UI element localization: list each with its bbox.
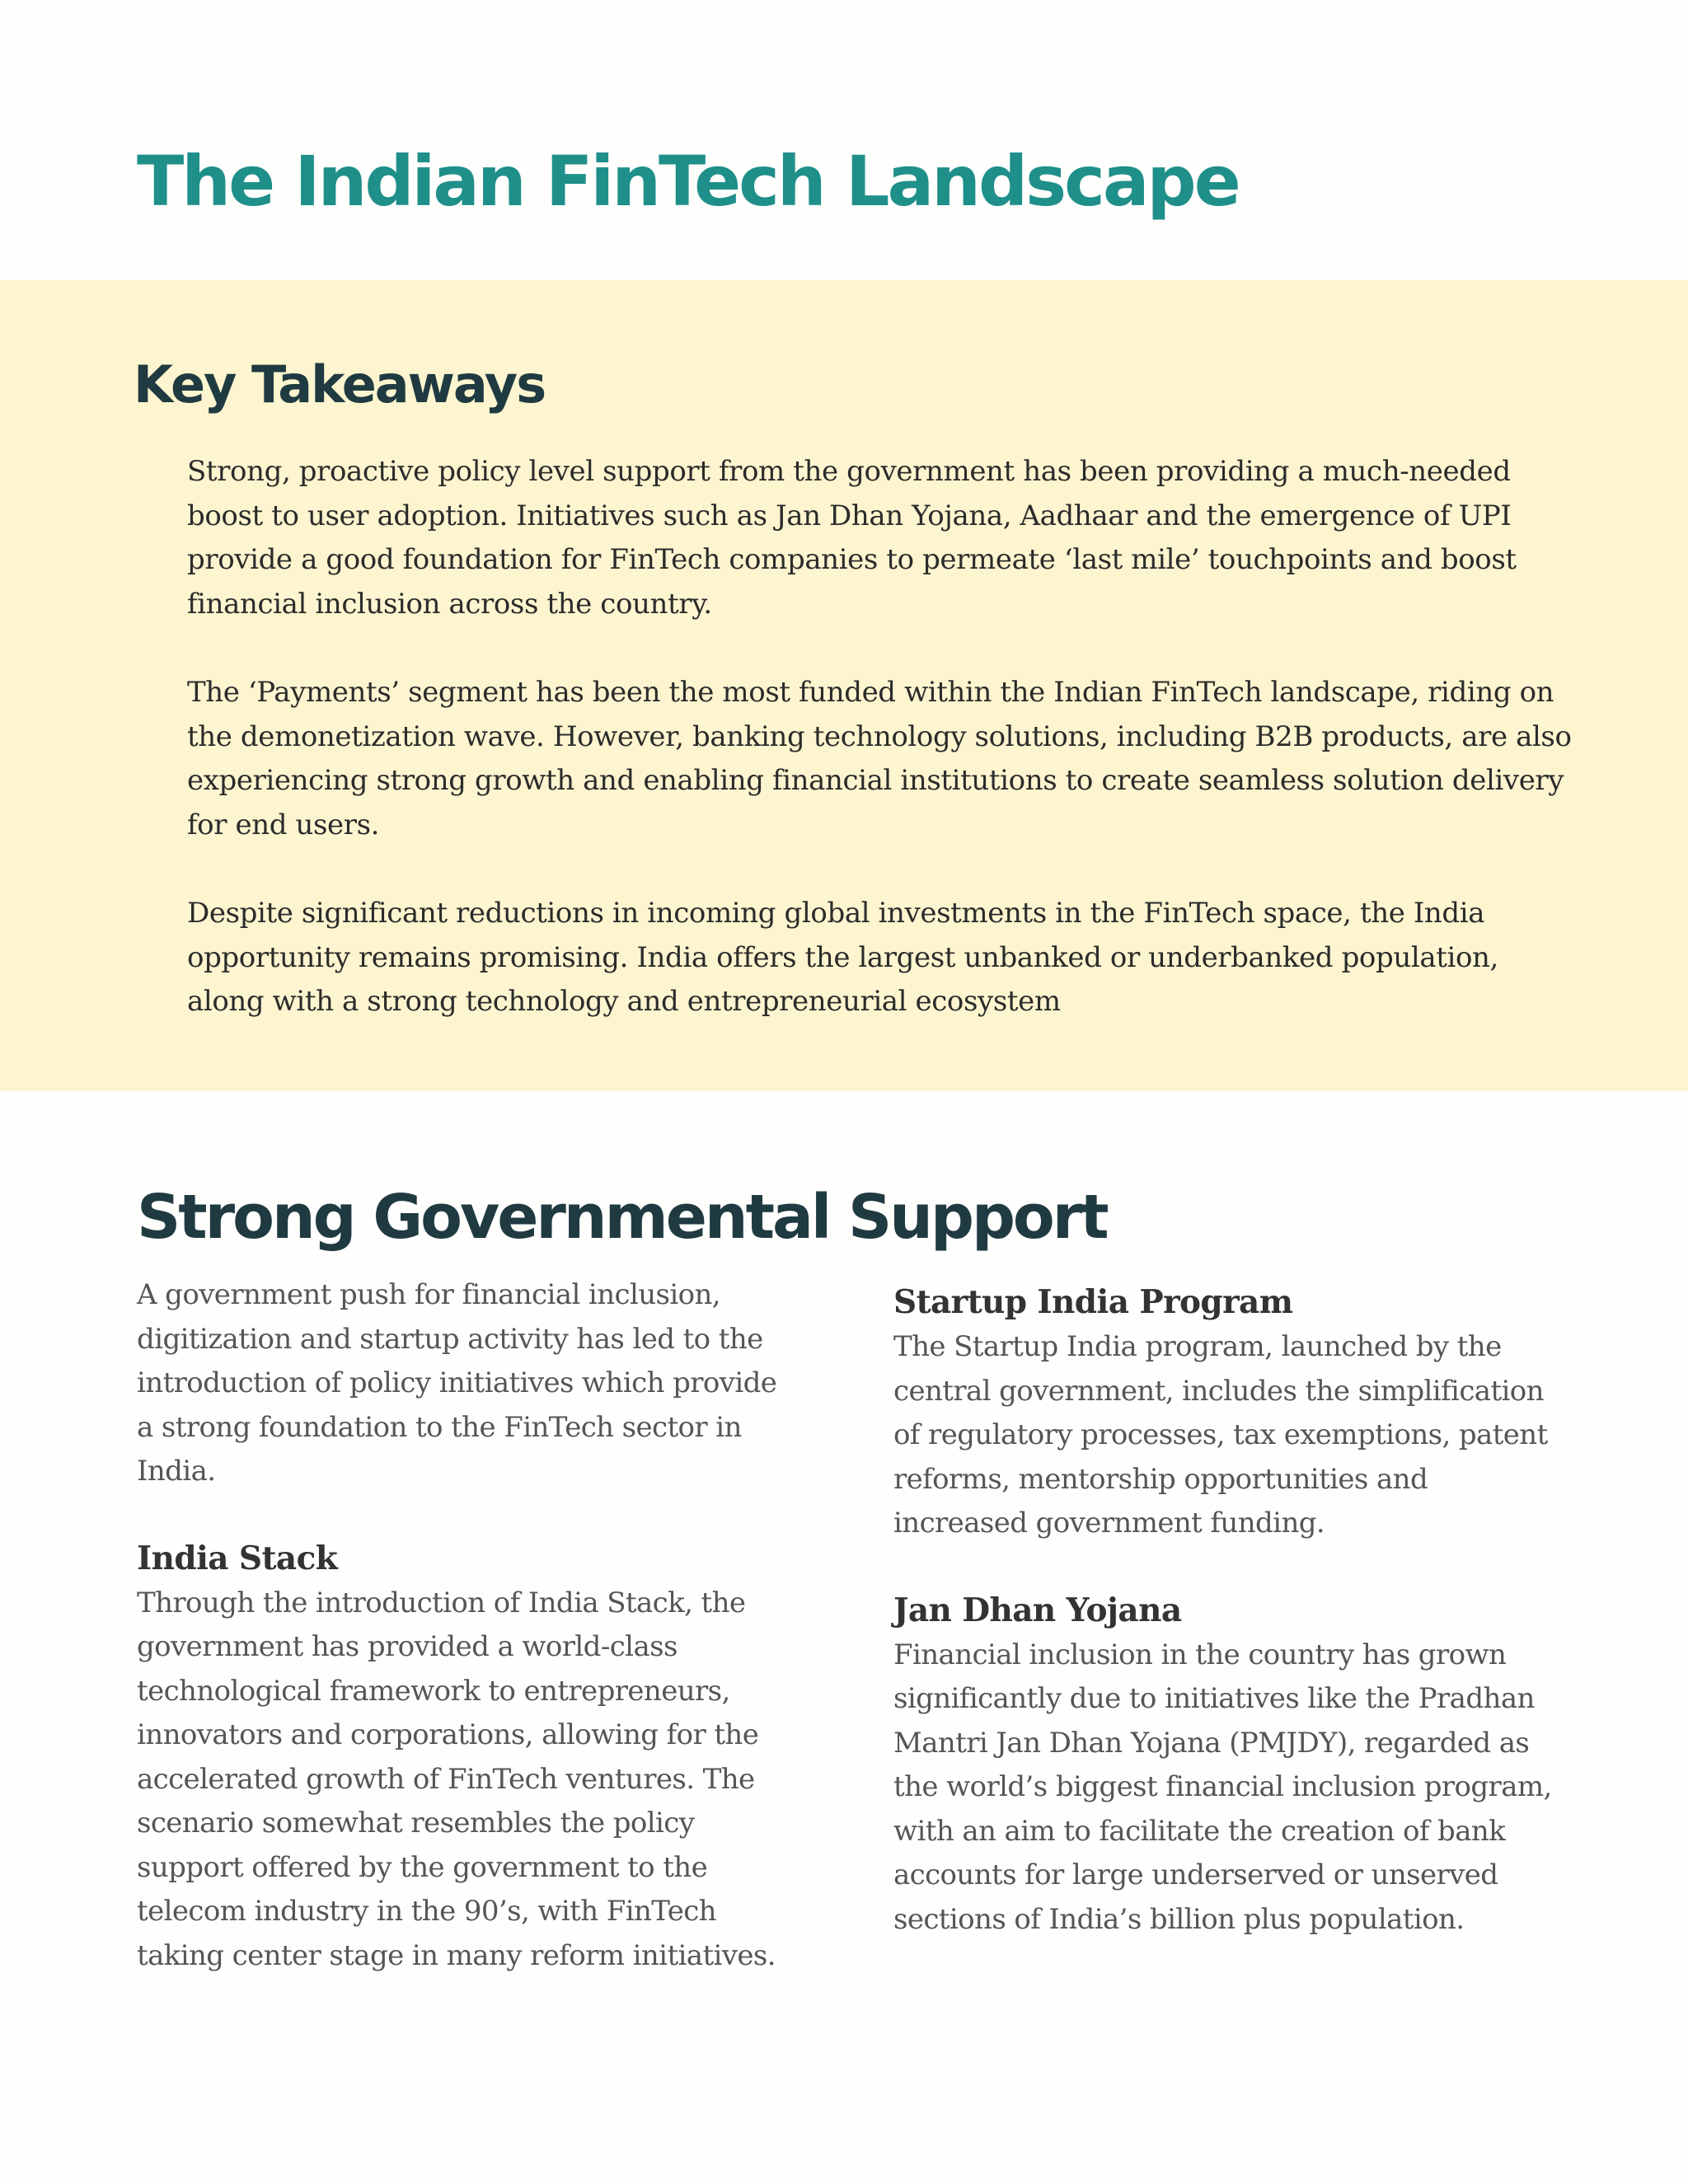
left-column [137, 1273, 796, 1978]
jan-dhan-heading: Jan Dhan Yojana [893, 1591, 1182, 1629]
key-takeaways-heading: Key Takeaways [134, 354, 546, 415]
jan-dhan-paragraph: Financial inclusion in the country has grown significantly due to initiatives like the Pradhan Mantri Jan Dhan Yojana (PMJDY), regarded as the world’s biggest financial inclusion program, with an aim to facilitate the creation of bank accounts for large underserved or unserved sections of India’s billion plus population. [893, 1638, 1552, 1936]
takeaway-paragraph: Despite significant reductions in incoming global investments in the FinTech space, the India opportunity remains promising. India offers the largest unbanked or underbanked population, along with a strong technology and entrepreneurial ecosystem [187, 897, 1498, 1018]
india-stack-paragraph: Through the introduction of India Stack, the government has provided a world-class technological framework to entrepreneurs, innovators and corporations, allowing for the accelerated growth of FinTech ventures. The scenario somewhat resembles the policy support offered by the government to the telecom industry in the 90’s, with FinTech taking center stage in many reform initiatives. [137, 1586, 776, 1972]
takeaway-paragraph: The ‘Payments’ segment has been the most funded within the Indian FinTech landscape, riding on the demonetization wave. However, banking technology solutions, including B2B products, are also experiencing strong growth and enabling financial institutions to create seamless solution delivery for end users. [187, 676, 1572, 841]
takeaway-paragraph: Strong, proactive policy level support from the government has been providing a much-needed boost to user adoption. Initiatives such as Jan Dhan Yojana, Aadhaar and the emergence of UPI provide a good foundation for FinTech companies to permeate ‘last mile’ touchpoints and boost financial inclusion across the country. [187, 455, 1517, 621]
page-title: The Indian FinTech Landscape [137, 141, 1239, 222]
right-column [893, 1279, 1553, 1942]
intro-paragraph: A government push for financial inclusion, digitization and startup activity has led to the introduction of policy initiatives which provide a strong foundation to the FinTech sector in India. [137, 1278, 777, 1488]
governmental-support-heading: Strong Governmental Support [137, 1182, 1107, 1253]
india-stack-heading: India Stack [137, 1539, 338, 1577]
startup-india-heading: Startup India Program [893, 1283, 1293, 1321]
startup-india-paragraph: The Startup India program, launched by the central government, includes the simplification of regulatory processes, tax exemptions, patent reforms, mentorship opportunities and increased government funding. [893, 1330, 1548, 1540]
